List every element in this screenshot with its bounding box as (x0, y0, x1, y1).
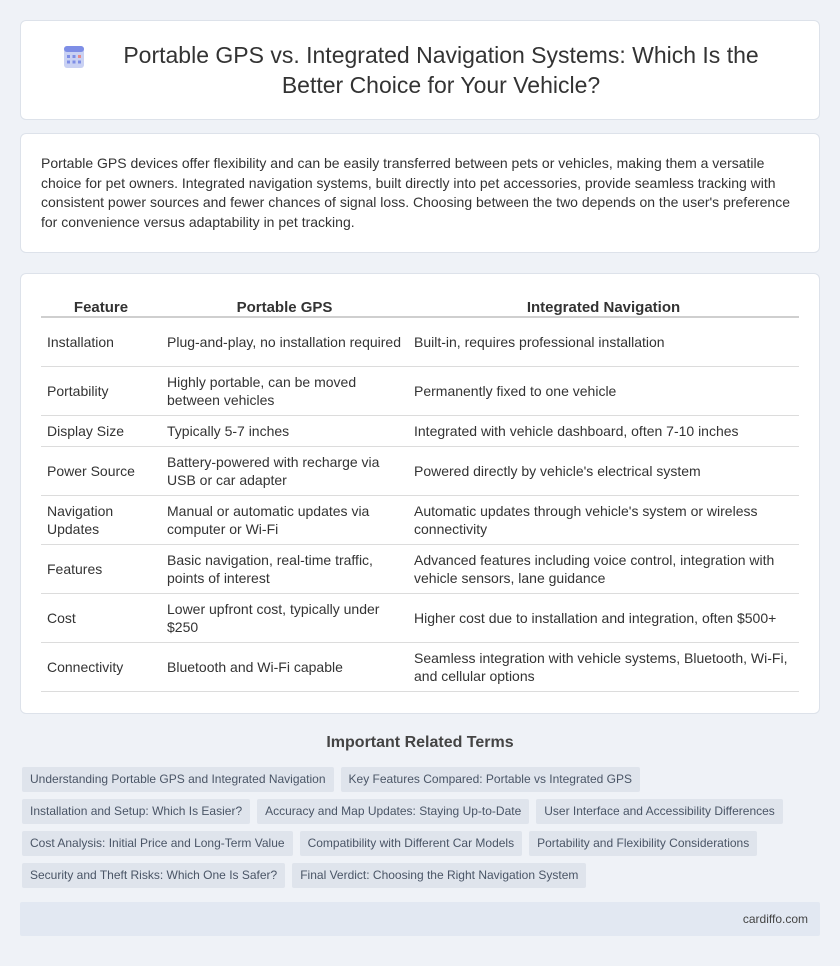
footer (20, 902, 820, 936)
related-tags (22, 767, 802, 895)
cell-integrated: Permanently fixed to one vehicle (408, 367, 799, 416)
footer-site-link[interactable]: cardiffo.com (742, 912, 808, 926)
cell-feature: Display Size (41, 416, 161, 447)
table-row (41, 545, 799, 594)
page-title: Portable GPS vs. Integrated Navigation Systems: Which Is the Better Choice for Your Vehicle? (123, 42, 759, 98)
cell-portable: Highly portable, can be moved between vehicles (161, 367, 408, 416)
related-tag[interactable]: Key Features Compared: Portable vs Integrated GPS (341, 767, 640, 792)
cell-integrated: Powered directly by vehicle's electrical system (408, 447, 799, 496)
table-row (41, 416, 799, 447)
cell-portable: Plug-and-play, no installation required (161, 318, 408, 367)
cell-feature: Connectivity (41, 643, 161, 692)
cell-portable: Bluetooth and Wi-Fi capable (161, 643, 408, 692)
related-tag[interactable]: Accuracy and Map Updates: Staying Up-to-Date (257, 799, 529, 824)
cell-portable: Basic navigation, real-time traffic, points of interest (161, 545, 408, 594)
related-tag[interactable]: Cost Analysis: Initial Price and Long-Term Value (22, 831, 293, 856)
header-integrated-navigation: Integrated Navigation (408, 294, 799, 318)
comparison-card (20, 273, 820, 714)
table-row (41, 643, 799, 692)
related-tag[interactable]: Security and Theft Risks: Which One Is Safer? (22, 863, 285, 888)
cell-feature: Cost (41, 594, 161, 643)
cell-integrated: Seamless integration with vehicle systems, Bluetooth, Wi-Fi, and cellular options (408, 643, 799, 692)
intro-card (20, 133, 820, 253)
cell-feature: Portability (41, 367, 161, 416)
cell-portable: Battery-powered with recharge via USB or car adapter (161, 447, 408, 496)
cell-portable: Typically 5-7 inches (161, 416, 408, 447)
header-portable-gps: Portable GPS (161, 294, 408, 318)
cell-feature: Installation (41, 318, 161, 367)
cell-integrated: Higher cost due to installation and integration, often $500+ (408, 594, 799, 643)
related-tag[interactable]: Compatibility with Different Car Models (300, 831, 523, 856)
cell-integrated: Integrated with vehicle dashboard, often 7-10 inches (408, 416, 799, 447)
related-tag[interactable]: Final Verdict: Choosing the Right Navigation System (292, 863, 586, 888)
grid-icon (61, 44, 87, 70)
cell-feature: Features (41, 545, 161, 594)
cell-feature: Power Source (41, 447, 161, 496)
related-tag[interactable]: Understanding Portable GPS and Integrated Navigation (22, 767, 334, 792)
related-terms-heading: Important Related Terms (326, 734, 514, 751)
related-tag[interactable]: Portability and Flexibility Considerations (529, 831, 757, 856)
table-row (41, 367, 799, 416)
cell-integrated: Built-in, requires professional installation (408, 318, 799, 367)
intro-text: Portable GPS devices offer flexibility and can be easily transferred between pets or vehicles, making them a versatile choice for pet owners. Integrated navigation systems, built directly into pet accessories, provide seamless tracking with consistent power sources and fewer chances of signal loss. Choosing between the two depends on the user's preference for convenience versus adaptability in pet tracking. (41, 155, 791, 230)
cell-portable: Lower upfront cost, typically under $250 (161, 594, 408, 643)
cell-integrated: Advanced features including voice control, integration with vehicle sensors, lane guidance (408, 545, 799, 594)
cell-portable: Manual or automatic updates via computer or Wi-Fi (161, 496, 408, 545)
cell-integrated: Automatic updates through vehicle's system or wireless connectivity (408, 496, 799, 545)
related-tag[interactable]: User Interface and Accessibility Differences (536, 799, 783, 824)
title-wrap (21, 40, 819, 100)
header-feature: Feature (41, 294, 161, 318)
table-header-row (41, 294, 799, 318)
cell-feature: Navigation Updates (41, 496, 161, 545)
related-tag[interactable]: Installation and Setup: Which Is Easier? (22, 799, 250, 824)
title-card (20, 20, 820, 120)
table-row (41, 496, 799, 545)
table-row (41, 447, 799, 496)
table-row (41, 594, 799, 643)
comparison-table (41, 294, 799, 692)
table-row (41, 318, 799, 367)
